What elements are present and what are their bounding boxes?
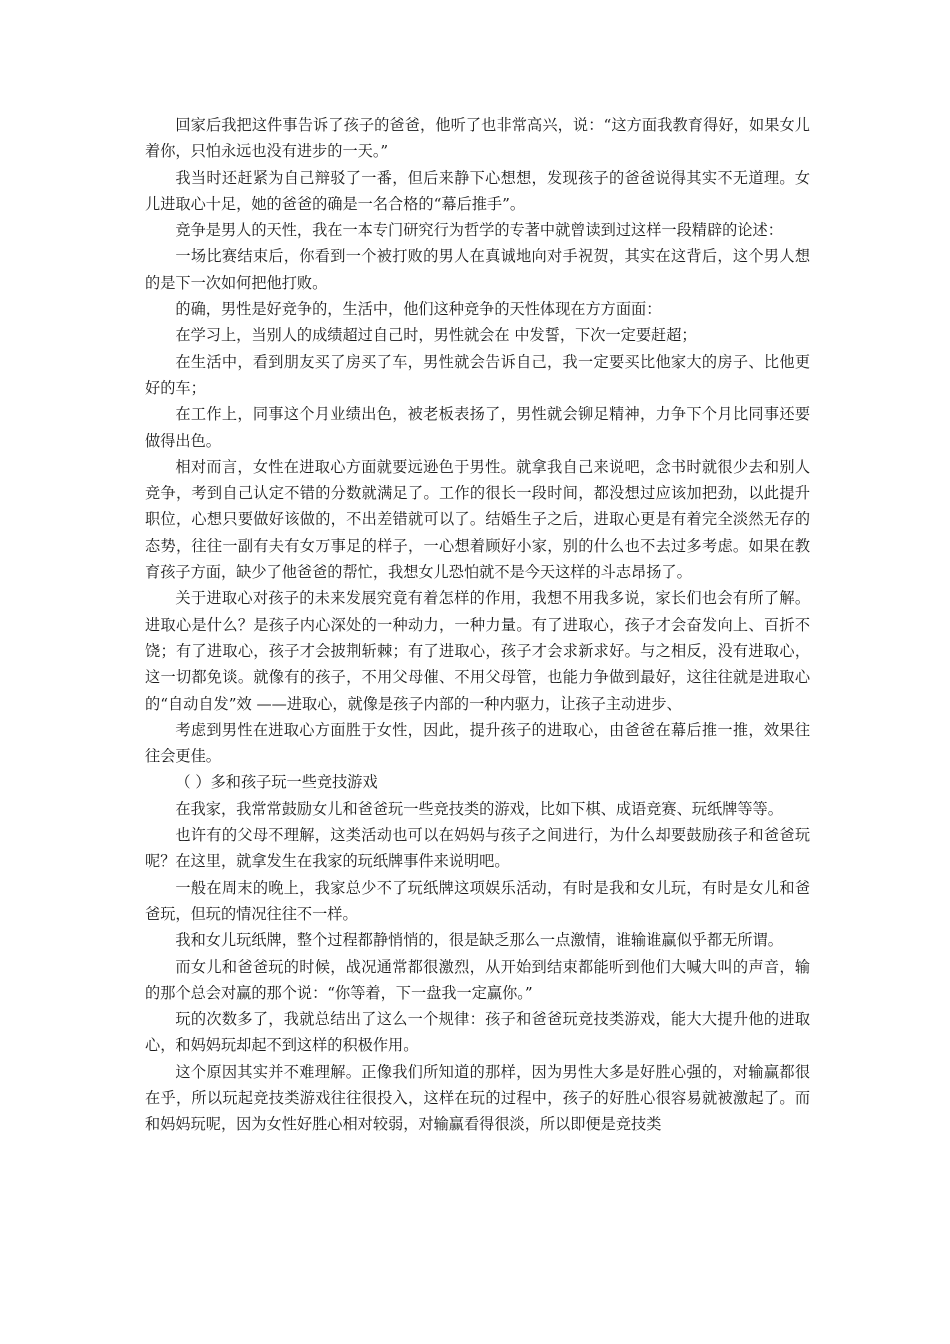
paragraph: 我当时还赶紧为自己辩驳了一番，但后来静下心想想，发现孩子的爸爸说得其实不无道理。女儿进取心十足，她的爸爸的确是一名合格的“幕后推手”。 (145, 168, 810, 213)
paragraph: 一般在周末的晚上，我家总少不了玩纸牌这项娱乐活动，有时是我和女儿玩，有时是女儿和爸爸玩，但玩的情况往往不一样。 (145, 878, 810, 923)
paragraph: 在工作上，同事这个月业绩出色，被老板表扬了，男性就会铆足精神，力争下个月比同事还要做得出色。 (145, 405, 810, 450)
paragraph: 而女儿和爸爸玩的时候，战况通常都很激烈，从开始到结束都能听到他们大喊大叫的声音，输的那个总会对赢的那个说：“你等着，下一盘我一定赢你。” (145, 957, 810, 1002)
paragraph: 考虑到男性在进取心方面胜于女性，因此，提升孩子的进取心，由爸爸在幕后推一推，效果往往会更佳。 (145, 720, 810, 766)
paragraph: 这个原因其实并不难理解。正像我们所知道的那样，因为男性大多是好胜心强的，对输赢都很在乎，所以玩起竞技类游戏往往很投入，这样在玩的过程中，孩子的好胜心很容易就被激起了。而和妈妈玩呢，因为女性好胜心相对较弱，对输赢看得很淡，所以即便是竞技类 (145, 1062, 810, 1134)
paragraph: 在生活中，看到朋友买了房买了车，男性就会告诉自己，我一定要买比他家大的房子、比他更好的车； (145, 352, 810, 397)
paragraph: 竞争是男人的天性，我在一本专门研究行为哲学的专著中就曾读到过这样一段精辟的论述： (175, 221, 783, 240)
paragraph: 在我家，我常常鼓励女儿和爸爸玩一些竞技类的游戏，比如下棋、成语竞赛、玩纸牌等等。 (175, 799, 783, 818)
section-heading: （ ）多和孩子玩一些竞技游戏 (175, 773, 378, 792)
paragraph: 一场比赛结束后，你看到一个被打败的男人在真诚地向对手祝贺，其实在这背后，这个男人想的是下一次如何把他打败。 (145, 247, 810, 292)
paragraph: 玩的次数多了，我就总结出了这么一个规律：孩子和爸爸玩竞技类游戏，能大大提升他的进取心，和妈妈玩却起不到这样的积极作用。 (145, 1010, 810, 1055)
paragraph: 回家后我把这件事告诉了孩子的爸爸，他听了也非常高兴，说：“这方面我教育得好，如果女儿 着你，只怕永远也没有进步的一天。” (145, 116, 810, 161)
paragraph: 相对而言，女性在进取心方面就要远逊色于男性。就拿我自己来说吧，念书时就很少去和别人竞争，考到自己认定不错的分数就满足了。工作的很长一段时间，都没想过应该加把劲，以此提升职位，心想只要做好该做的，不出差错就可以了。结婚生子之后，进取心更是有着完全淡然无存的态势，往往一副有夫有女万事足的样子，一心想着顾好小家，别的什么也不去过多考虑。如果在教育孩子方面，缺少了他爸爸的帮忙，我想女儿恐怕就不是今天这样的斗志昂扬了。 (145, 457, 810, 582)
paragraph: 在学习上，当别人的成绩超过自己时，男性就会在 中发誓，下次一定要赶超； (175, 326, 697, 345)
document-body (145, 112, 810, 1138)
paragraph: 我和女儿玩纸牌，整个过程都静悄悄的，很是缺乏那么一点激情，谁输谁赢似乎都无所谓。 (175, 931, 783, 950)
paragraph: 也许有的父母不理解，这类活动也可以在妈妈与孩子之间进行，为什么却要鼓励孩子和爸爸玩呢？在这里，就拿发生在我家的玩纸牌事件来说明吧。 (145, 826, 810, 871)
paragraph: 关于进取心对孩子的未来发展究竟有着怎样的作用，我想不用我多说，家长们也会有所了解。进取心是什么？是孩子内心深处的一种动力，一种力量。有了进取心，孩子才会奋发向上、百折不饶；有了进取心，孩子才会披荆斩棘；有了进取心，孩子才会求新求好。与之相反，没有进取心，这一切都免谈。就像有的孩子，不用父母催、不用父母管，也能力争做到最好，这往往就是进取心的“自动自发”效 ——进取心，就像是孩子内部的一种内驱力，让孩子主动进步、 (145, 589, 810, 713)
paragraph: 的确，男性是好竞争的，生活中，他们这种竞争的天性体现在方方面面： (175, 300, 662, 319)
